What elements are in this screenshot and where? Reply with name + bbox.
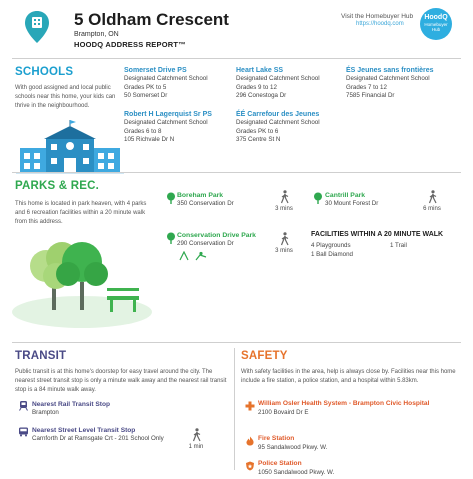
school-type: Designated Catchment School	[346, 75, 430, 82]
safety-facility-card[interactable]	[258, 435, 448, 452]
hoodq-hub-badge[interactable]	[420, 8, 452, 40]
walk-time	[418, 190, 446, 212]
walking-person-icon	[280, 232, 289, 246]
school-card[interactable]	[236, 110, 341, 145]
school-name: ÉÉ Carrefour des Jeunes	[236, 111, 320, 118]
facility-item: 1 Trail	[390, 242, 407, 249]
safety-facility-card[interactable]	[258, 460, 448, 477]
transit-stop-name: Nearest Street Level Transit Stop	[32, 427, 136, 434]
park-address: 290 Conservation Dr	[177, 240, 234, 247]
school-address: 105 Richvale Dr N	[124, 136, 175, 144]
facility-item: 1 Ball Diamond	[311, 251, 353, 258]
report-header	[0, 0, 473, 56]
school-type: Designated Catchment School	[236, 75, 320, 82]
transit-description: Public transit is at this home's doorstep for easy travel around the city. The nearest street transit stop is only a minute walk away and the nearest rail transit stop is a 84 minute walk away.	[15, 369, 227, 393]
walk-minutes: 1 min	[188, 444, 204, 450]
safety-facility-address: 1050 Sandalwood Pkwy. W.	[258, 468, 335, 476]
walking-person-icon	[428, 190, 437, 204]
school-type: Designated Catchment School	[236, 119, 320, 126]
walk-time	[182, 428, 210, 450]
divider	[12, 58, 461, 59]
safety-facility-name: Fire Station	[258, 435, 295, 442]
park-name: Conservation Drive Park	[177, 232, 256, 239]
school-address: 50 Somerset Dr	[124, 92, 168, 100]
walk-minutes: 3 mins	[275, 206, 293, 212]
badge-sub: Homebuyer Hub	[424, 22, 448, 32]
school-card[interactable]	[124, 66, 229, 101]
train-icon	[18, 400, 29, 411]
park-amenity-icons	[178, 251, 208, 261]
hub-url-link[interactable]: https://hoodq.com	[356, 21, 404, 27]
walk-minutes: 3 mins	[275, 248, 293, 254]
walk-time	[270, 190, 298, 212]
walking-person-icon	[280, 190, 289, 204]
school-name: ÉS Jeunes sans frontières	[346, 67, 434, 74]
walk-time	[270, 232, 298, 254]
schools-description: With good assigned and local public schools near this home, your kids can thrive in the neighbourhood.	[15, 85, 116, 109]
fire-icon	[245, 436, 255, 446]
safety-facility-address: 95 Sandalwood Pkwy. W.	[258, 443, 328, 451]
safety-section-title: SAFETY	[241, 350, 288, 362]
transit-stop-card[interactable]	[32, 400, 202, 418]
divider	[12, 172, 461, 173]
school-grades: Grades 9 to 12	[236, 83, 277, 91]
tree-icon	[166, 192, 176, 204]
school-name: Somerset Drive PS	[124, 67, 187, 74]
divider	[12, 342, 461, 343]
park-illustration-icon	[12, 236, 152, 328]
park-address: 30 Mount Forest Dr	[325, 200, 379, 207]
walk-minutes: 6 mins	[423, 206, 441, 212]
section-divider	[234, 348, 235, 470]
school-address: 7585 Financial Dr	[346, 92, 395, 100]
location-pin-icon	[24, 10, 50, 44]
parks-section-title: PARKS & REC.	[15, 180, 99, 192]
facility-item: 4 Playgrounds	[311, 242, 351, 249]
park-name: Boreham Park	[177, 192, 224, 199]
facilities-title: FACILITIES WITHIN A 20 MINUTE WALK	[311, 231, 444, 238]
school-grades: Grades 6 to 8	[124, 127, 162, 135]
parks-description: This home is located in park heaven, with 4 parks and 6 recreation facilities within a 20 minute walk from this address.	[15, 201, 147, 225]
safety-facility-card[interactable]	[258, 400, 448, 417]
hub-visit-link[interactable]: Visit the Homebuyer Hub	[341, 13, 414, 20]
police-icon	[245, 461, 255, 471]
hospital-icon	[245, 401, 255, 411]
school-type: Designated Catchment School	[124, 119, 208, 126]
transit-stop-detail: Brampton	[32, 409, 59, 416]
walking-person-icon	[192, 428, 201, 442]
schools-section-title: SCHOOLS	[15, 66, 74, 78]
address-title: 5 Oldham Crescent	[74, 10, 229, 29]
transit-stop-card[interactable]	[32, 426, 202, 444]
transit-stop-name: Nearest Rail Transit Stop	[32, 401, 111, 408]
school-name: Heart Lake SS	[236, 67, 284, 74]
report-label: HOODQ ADDRESS REPORT™	[74, 40, 186, 49]
school-grades: Grades PK to 6	[236, 127, 279, 135]
transit-stop-detail: Carnforth Dr at Ramsgate Crt - 201 School Only	[32, 435, 164, 442]
safety-facility-name: William Osler Health System - Brampton Civic Hospital	[258, 400, 430, 407]
park-address: 350 Conservation Dr	[177, 200, 234, 207]
school-address: 375 Centre St N	[236, 136, 281, 144]
transit-section-title: TRANSIT	[15, 350, 67, 362]
school-grades: Grades PK to 5	[124, 83, 167, 91]
park-name: Cantrill Park	[325, 192, 366, 199]
school-address: 296 Conestoga Dr	[236, 92, 287, 100]
school-card[interactable]	[236, 66, 341, 101]
school-type: Designated Catchment School	[124, 75, 208, 82]
tree-icon	[166, 232, 176, 244]
school-card[interactable]	[346, 66, 451, 101]
safety-facility-address: 2100 Bovaird Dr E	[258, 408, 309, 416]
school-building-icon	[14, 120, 126, 175]
bus-icon	[18, 426, 29, 437]
school-name: Robert H Lagerquist Sr PS	[124, 111, 212, 118]
address-city: Brampton, ON	[74, 31, 119, 38]
badge-brand: HoodQ	[424, 14, 448, 21]
safety-description: With safety facilities in the area, help is always close by. Facilities near this home include a fire station, a police station, and a hospital within 5.83km.	[241, 369, 456, 384]
school-grades: Grades 7 to 12	[346, 83, 387, 91]
safety-facility-name: Police Station	[258, 460, 302, 467]
tree-icon	[313, 192, 323, 204]
school-card[interactable]	[124, 110, 229, 145]
